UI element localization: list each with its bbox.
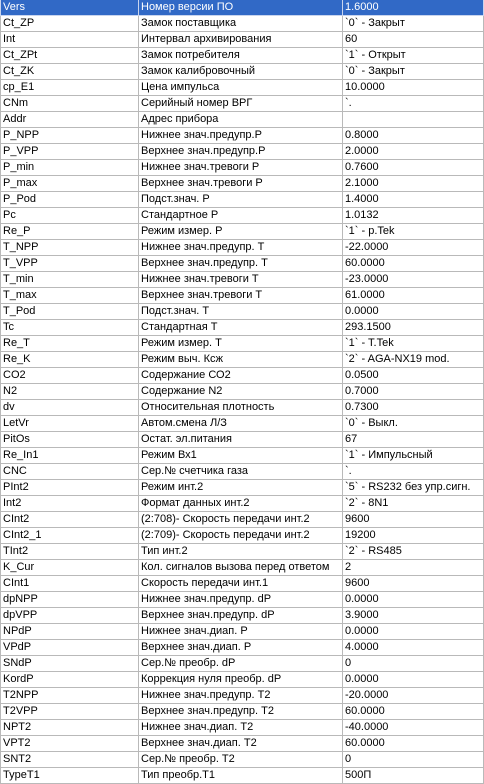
param-value-cell[interactable]: 9600 (343, 512, 484, 528)
table-row[interactable] (1, 576, 484, 592)
table-row[interactable] (1, 480, 484, 496)
table-row[interactable] (1, 320, 484, 336)
param-code-cell: T2NPP (1, 688, 139, 704)
table-row[interactable] (1, 608, 484, 624)
param-name-cell: Верхнее знач.предупр.Р (139, 144, 343, 160)
param-name-cell: Сер.№ преобр. Т2 (139, 752, 343, 768)
param-code-cell: VPT2 (1, 736, 139, 752)
param-code-cell: Re_K (1, 352, 139, 368)
param-code-cell: KordP (1, 672, 139, 688)
table-row[interactable] (1, 128, 484, 144)
param-name-cell: Относительная плотность (139, 400, 343, 416)
param-code-cell: P_max (1, 176, 139, 192)
param-name-cell: Тип инт.2 (139, 544, 343, 560)
param-code-cell: Ct_ZK (1, 64, 139, 80)
param-code-cell: Ct_ZPt (1, 48, 139, 64)
param-value-cell[interactable]: `0` - Закрыт (343, 16, 484, 32)
table-row[interactable] (1, 544, 484, 560)
param-name-cell: Замок потребителя (139, 48, 343, 64)
param-code-cell: Addr (1, 112, 139, 128)
param-name-cell: Режим измер. Р (139, 224, 343, 240)
param-value-cell[interactable]: 0.0000 (343, 592, 484, 608)
param-name-cell: Нижнее знач.диап. Т2 (139, 720, 343, 736)
param-code-cell: TInt2 (1, 544, 139, 560)
table-row[interactable] (1, 496, 484, 512)
table-row[interactable] (1, 240, 484, 256)
table-row[interactable] (1, 688, 484, 704)
param-code-cell: CNC (1, 464, 139, 480)
table-row[interactable] (1, 592, 484, 608)
param-code-cell: NPdP (1, 624, 139, 640)
param-name-cell: Нижнее знач.предупр.Р (139, 128, 343, 144)
param-value-cell[interactable]: -23.0000 (343, 272, 484, 288)
param-code-cell: SNT2 (1, 752, 139, 768)
param-code-cell: VPdP (1, 640, 139, 656)
param-name-cell: Интервал архивирования (139, 32, 343, 48)
param-value-cell[interactable]: 3.9000 (343, 608, 484, 624)
param-value-cell[interactable]: -20.0000 (343, 688, 484, 704)
param-code-cell: T_NPP (1, 240, 139, 256)
param-name-cell: Режим измер. Т (139, 336, 343, 352)
param-name-cell: Нижнее знач.предупр. dP (139, 592, 343, 608)
table-row[interactable] (1, 112, 484, 128)
table-row[interactable] (1, 352, 484, 368)
param-name-cell: Верхнее знач.предупр. Т (139, 256, 343, 272)
table-row[interactable] (1, 288, 484, 304)
param-name-cell: (2:709)- Скорость передачи инт.2 (139, 528, 343, 544)
param-name-cell: Сер.№ преобр. dP (139, 656, 343, 672)
table-row[interactable] (1, 304, 484, 320)
param-code-cell: Re_P (1, 224, 139, 240)
table-row[interactable] (1, 464, 484, 480)
param-value-cell[interactable]: 0.0000 (343, 624, 484, 640)
param-name-cell: Автом.смена Л/З (139, 416, 343, 432)
table-row[interactable] (1, 144, 484, 160)
param-value-cell[interactable]: 1.4000 (343, 192, 484, 208)
param-name-cell: Скорость передачи инт.1 (139, 576, 343, 592)
table-row[interactable] (1, 720, 484, 736)
param-code-cell: Int (1, 32, 139, 48)
param-code-cell: K_Cur (1, 560, 139, 576)
param-value-cell[interactable]: 61.0000 (343, 288, 484, 304)
param-value-cell[interactable]: `1` - T.Tek (343, 336, 484, 352)
param-code-cell: T_min (1, 272, 139, 288)
param-code-cell: CInt2 (1, 512, 139, 528)
param-code-cell: P_NPP (1, 128, 139, 144)
param-name-cell: Серийный номер ВРГ (139, 96, 343, 112)
param-code-cell: dpNPP (1, 592, 139, 608)
param-value-cell[interactable]: `1` - Открыт (343, 48, 484, 64)
param-name-cell: Верхнее знач.тревоги Т (139, 288, 343, 304)
param-name-cell: Верхнее знач.тревоги Р (139, 176, 343, 192)
table-row[interactable] (1, 736, 484, 752)
param-value-cell[interactable]: 60 (343, 32, 484, 48)
param-name-cell: Верхнее знач.диап. Р (139, 640, 343, 656)
table-row[interactable] (1, 768, 484, 784)
param-value-cell[interactable]: 0 (343, 656, 484, 672)
param-value-cell[interactable]: 1.6000 (343, 0, 484, 16)
param-code-cell: CNm (1, 96, 139, 112)
param-value-cell[interactable]: 2.0000 (343, 144, 484, 160)
param-value-cell[interactable]: 60.0000 (343, 704, 484, 720)
table-row[interactable] (1, 80, 484, 96)
table-row[interactable] (1, 256, 484, 272)
table-row[interactable] (1, 656, 484, 672)
param-value-cell[interactable]: `2` - 8N1 (343, 496, 484, 512)
param-value-cell[interactable]: 4.0000 (343, 640, 484, 656)
table-row[interactable] (1, 176, 484, 192)
param-name-cell: Коррекция нуля преобр. dP (139, 672, 343, 688)
param-value-cell[interactable]: 0.0000 (343, 672, 484, 688)
param-value-cell[interactable]: -40.0000 (343, 720, 484, 736)
param-name-cell: Режим инт.2 (139, 480, 343, 496)
table-row[interactable] (1, 224, 484, 240)
table-row[interactable] (1, 0, 484, 16)
param-code-cell: Int2 (1, 496, 139, 512)
table-row[interactable] (1, 160, 484, 176)
param-name-cell: Режим Вх1 (139, 448, 343, 464)
param-name-cell: Нижнее знач.тревоги Т (139, 272, 343, 288)
param-code-cell: Tc (1, 320, 139, 336)
param-value-cell[interactable]: 0.7000 (343, 384, 484, 400)
param-code-cell: T_Pod (1, 304, 139, 320)
param-value-cell[interactable]: 2.1000 (343, 176, 484, 192)
param-name-cell: Тип преобр.Т1 (139, 768, 343, 784)
param-code-cell: N2 (1, 384, 139, 400)
param-code-cell: dv (1, 400, 139, 416)
table-row[interactable] (1, 752, 484, 768)
param-code-cell: P_min (1, 160, 139, 176)
table-row[interactable] (1, 16, 484, 32)
table-row[interactable] (1, 640, 484, 656)
param-value-cell[interactable]: `. (343, 96, 484, 112)
param-name-cell: Нижнее знач.диап. Р (139, 624, 343, 640)
param-code-cell: Ct_ZP (1, 16, 139, 32)
param-value-cell[interactable]: 10.0000 (343, 80, 484, 96)
param-code-cell: Vers (1, 0, 139, 16)
param-name-cell: Верхнее знач.предупр. Т2 (139, 704, 343, 720)
param-name-cell: Адрес прибора (139, 112, 343, 128)
table-row[interactable] (1, 64, 484, 80)
param-value-cell[interactable]: 19200 (343, 528, 484, 544)
param-code-cell: CInt2_1 (1, 528, 139, 544)
param-name-cell: Остат. эл.питания (139, 432, 343, 448)
table-row[interactable] (1, 704, 484, 720)
param-value-cell[interactable]: 67 (343, 432, 484, 448)
table-row[interactable] (1, 416, 484, 432)
table-row[interactable] (1, 528, 484, 544)
param-value-cell[interactable]: 0.0000 (343, 304, 484, 320)
param-name-cell: Формат данных инт.2 (139, 496, 343, 512)
param-name-cell: (2:708)- Скорость передачи инт.2 (139, 512, 343, 528)
table-row[interactable] (1, 624, 484, 640)
param-name-cell: Верхнее знач.предупр. dP (139, 608, 343, 624)
param-value-cell[interactable]: `0` - Закрыт (343, 64, 484, 80)
param-name-cell: Содержание N2 (139, 384, 343, 400)
param-value-cell[interactable] (343, 112, 484, 128)
param-name-cell: Стандартная Т (139, 320, 343, 336)
table-row[interactable] (1, 192, 484, 208)
param-name-cell: Стандартное Р (139, 208, 343, 224)
param-code-cell: Re_T (1, 336, 139, 352)
param-name-cell: Замок калибровочный (139, 64, 343, 80)
table-row[interactable] (1, 448, 484, 464)
param-code-cell: T_VPP (1, 256, 139, 272)
param-value-cell[interactable]: 9600 (343, 576, 484, 592)
param-value-cell[interactable]: 60.0000 (343, 256, 484, 272)
param-name-cell: Сер.№ счетчика газа (139, 464, 343, 480)
param-value-cell[interactable]: `2` - AGA-NX19 mod. (343, 352, 484, 368)
param-value-cell[interactable]: 60.0000 (343, 736, 484, 752)
table-row[interactable] (1, 208, 484, 224)
param-name-cell: Подст.знач. Р (139, 192, 343, 208)
param-code-cell: SNdP (1, 656, 139, 672)
table-row[interactable] (1, 672, 484, 688)
param-code-cell: LetVr (1, 416, 139, 432)
table-row[interactable] (1, 336, 484, 352)
param-code-cell: P_VPP (1, 144, 139, 160)
param-code-cell: TypeT1 (1, 768, 139, 784)
param-value-cell[interactable]: `1` - p.Tek (343, 224, 484, 240)
param-value-cell[interactable]: 0 (343, 752, 484, 768)
param-code-cell: CO2 (1, 368, 139, 384)
param-code-cell: NPT2 (1, 720, 139, 736)
param-code-cell: dpVPP (1, 608, 139, 624)
table-row[interactable] (1, 432, 484, 448)
table-row[interactable] (1, 384, 484, 400)
param-code-cell: PitOs (1, 432, 139, 448)
param-code-cell: P_Pod (1, 192, 139, 208)
param-code-cell: Re_In1 (1, 448, 139, 464)
table-row[interactable] (1, 48, 484, 64)
param-code-cell: Pc (1, 208, 139, 224)
param-value-cell[interactable]: `0` - Выкл. (343, 416, 484, 432)
param-name-cell: Нижнее знач.предупр. Т2 (139, 688, 343, 704)
table-row[interactable] (1, 96, 484, 112)
parameter-table-body (1, 0, 484, 784)
param-value-cell[interactable]: 500П (343, 768, 484, 784)
param-value-cell[interactable]: 0.8000 (343, 128, 484, 144)
param-value-cell[interactable]: -22.0000 (343, 240, 484, 256)
param-code-cell: T_max (1, 288, 139, 304)
param-name-cell: Номер версии ПО (139, 0, 343, 16)
param-value-cell[interactable]: `1` - Импульсный (343, 448, 484, 464)
param-value-cell[interactable]: `. (343, 464, 484, 480)
param-code-cell: cp_E1 (1, 80, 139, 96)
param-value-cell[interactable]: 0.7300 (343, 400, 484, 416)
table-row[interactable] (1, 32, 484, 48)
param-name-cell: Нижнее знач.предупр. Т (139, 240, 343, 256)
table-row[interactable] (1, 368, 484, 384)
param-value-cell[interactable]: `2` - RS485 (343, 544, 484, 560)
param-code-cell: T2VPP (1, 704, 139, 720)
param-name-cell: Режим выч. Ксж (139, 352, 343, 368)
table-row[interactable] (1, 512, 484, 528)
param-name-cell: Содержание СО2 (139, 368, 343, 384)
param-value-cell[interactable]: 0.0500 (343, 368, 484, 384)
param-value-cell[interactable]: 0.7600 (343, 160, 484, 176)
table-row[interactable] (1, 560, 484, 576)
param-value-cell[interactable]: 1.0132 (343, 208, 484, 224)
param-value-cell[interactable]: 293.1500 (343, 320, 484, 336)
param-code-cell: PInt2 (1, 480, 139, 496)
param-code-cell: CInt1 (1, 576, 139, 592)
param-name-cell: Нижнее знач.тревоги Р (139, 160, 343, 176)
param-value-cell[interactable]: 2 (343, 560, 484, 576)
param-name-cell: Верхнее знач.диап. Т2 (139, 736, 343, 752)
param-name-cell: Кол. сигналов вызова перед ответом (139, 560, 343, 576)
table-row[interactable] (1, 400, 484, 416)
table-row[interactable] (1, 272, 484, 288)
param-name-cell: Подст.знач. Т (139, 304, 343, 320)
param-name-cell: Замок поставщика (139, 16, 343, 32)
param-name-cell: Цена импульса (139, 80, 343, 96)
param-value-cell[interactable]: `5` - RS232 без упр.сигн. (343, 480, 484, 496)
